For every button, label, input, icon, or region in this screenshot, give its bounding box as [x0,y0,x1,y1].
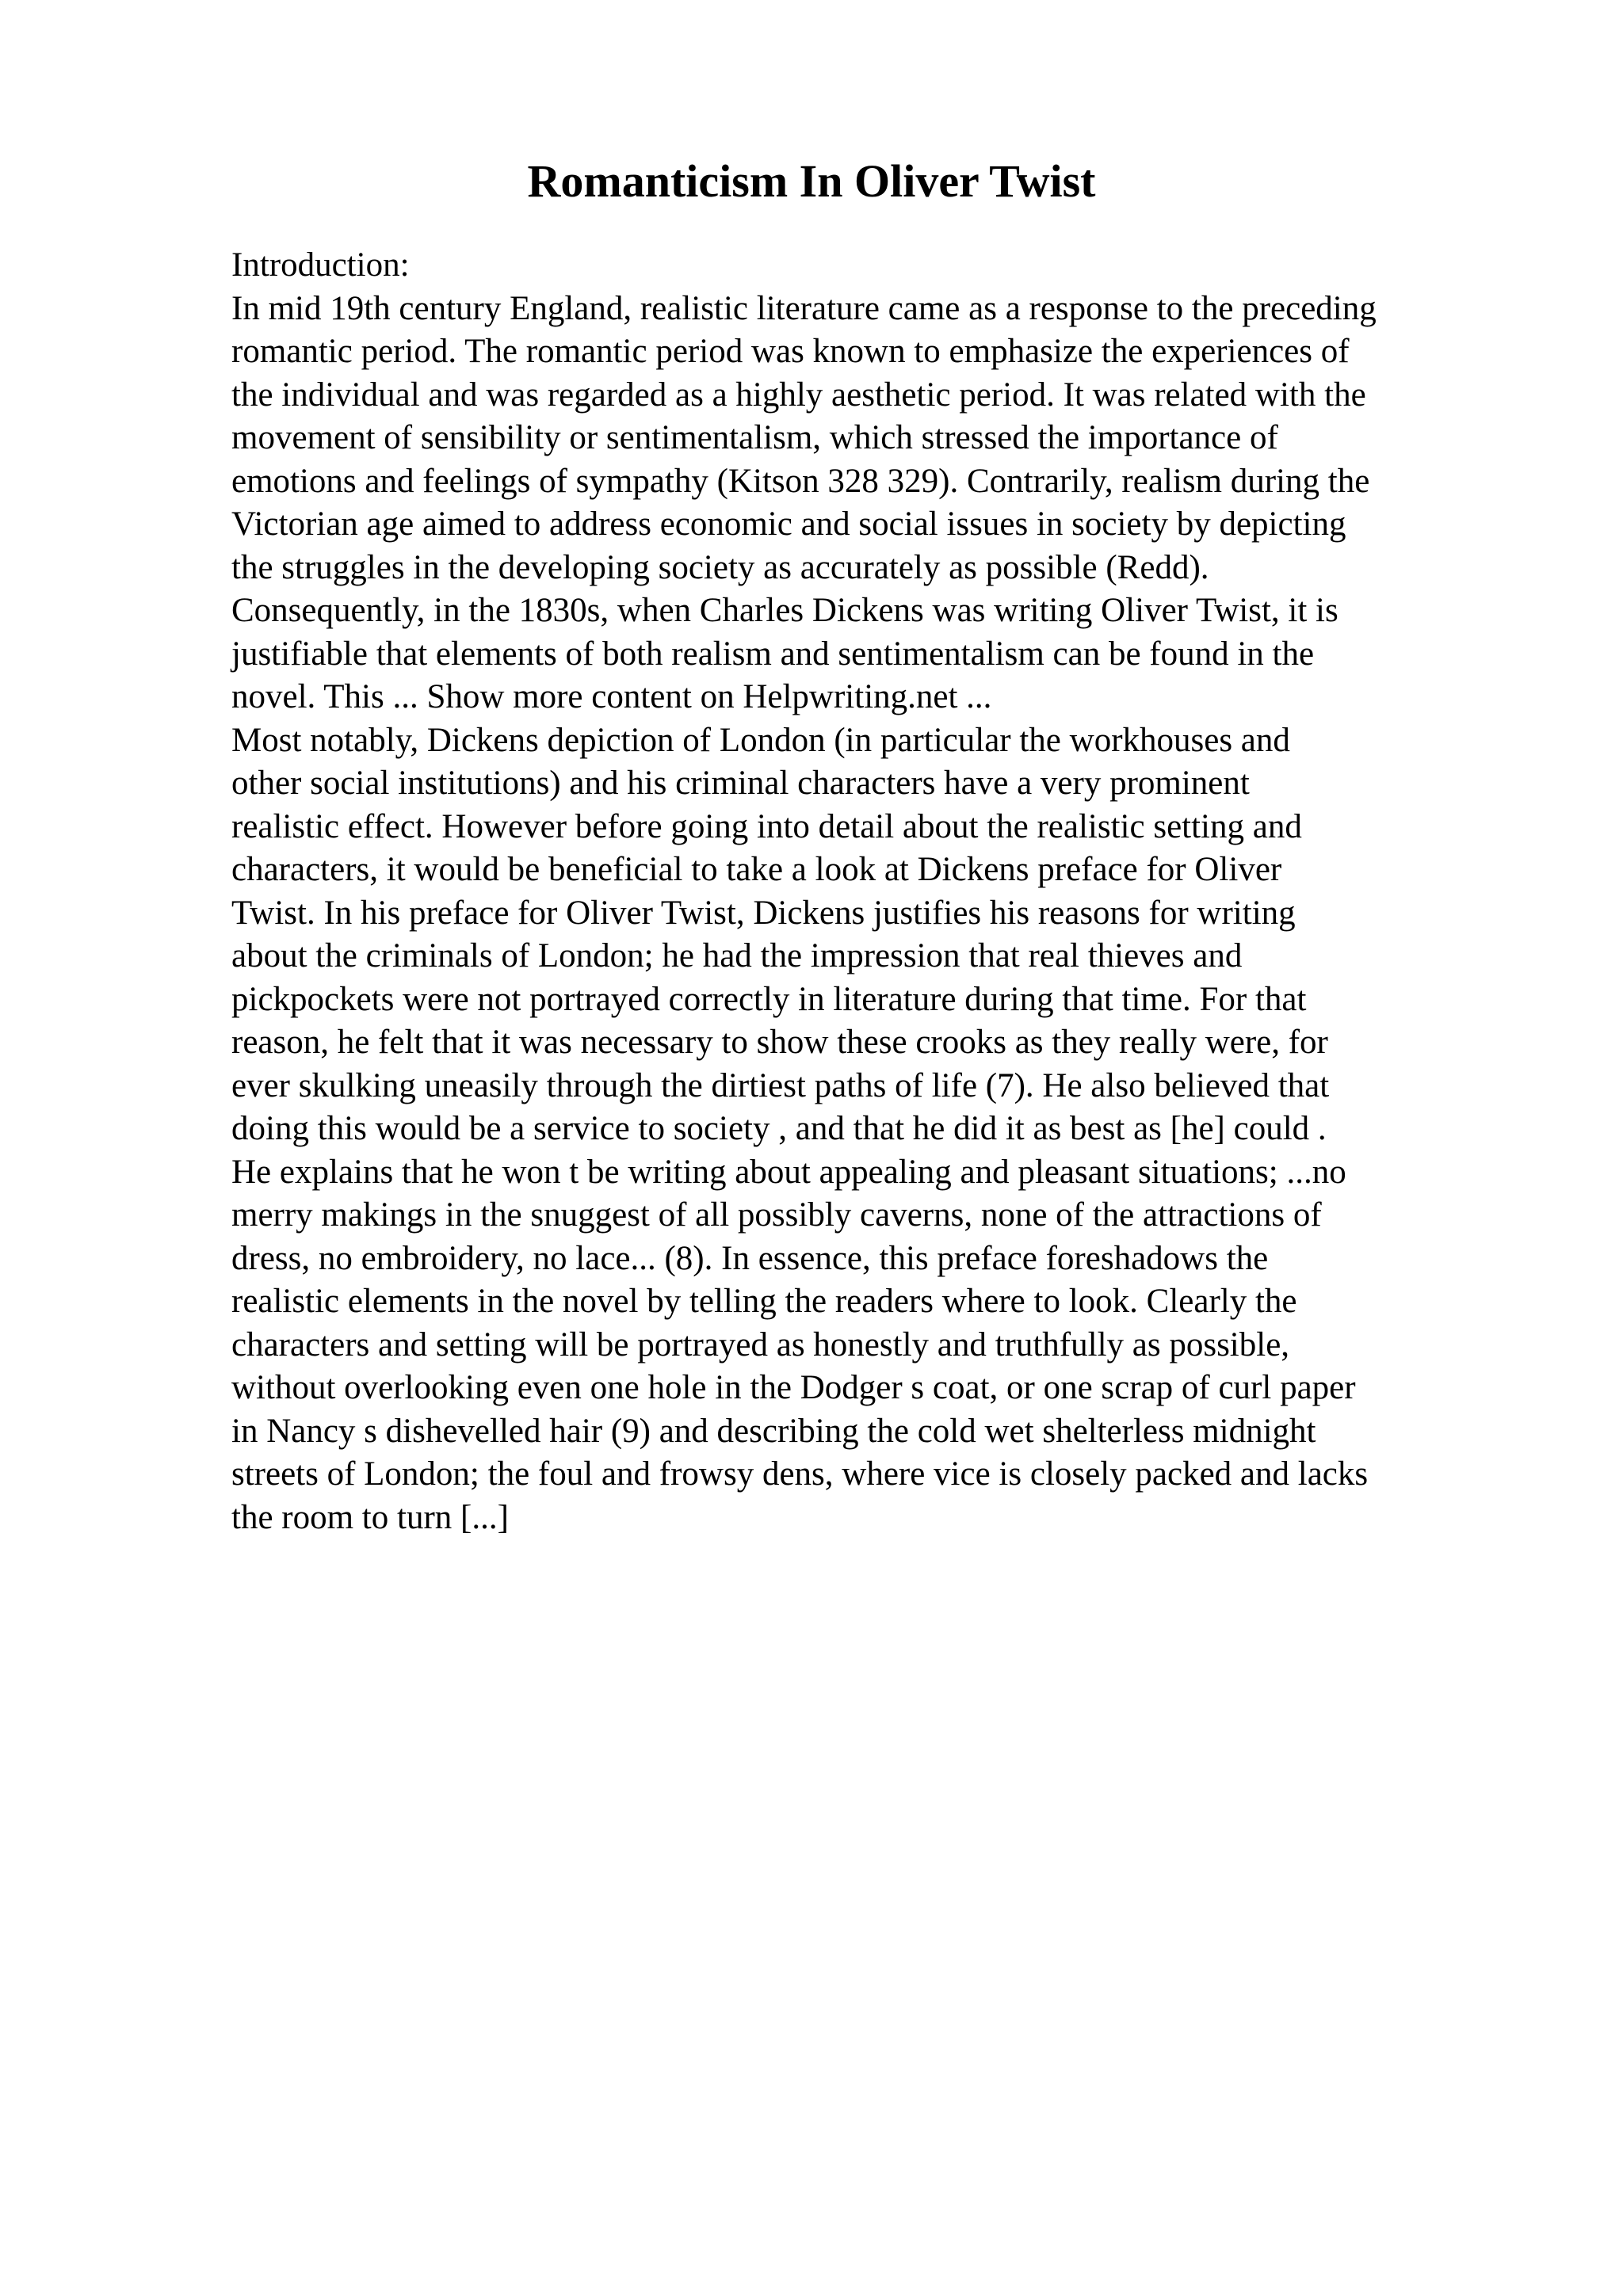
text-line: realistic effect. However before going into detail about the realistic setting and [231,807,1302,845]
text-line: novel. This ... Show more content on Helpwriting.net ... [231,678,992,715]
text-line: In mid 19th century England, realistic literature came as a response to the preceding [231,289,1377,327]
text-line: merry makings in the snuggest of all possibly caverns, none of the attractions of [231,1196,1322,1234]
text-line: characters, it would be beneficial to take a look at Dickens preface for Oliver [231,851,1282,888]
text-line: Consequently, in the 1830s, when Charles Dickens was writing Oliver Twist, it is [231,592,1338,629]
text-line: movement of sensibility or sentimentalism, which stressed the importance of [231,419,1278,456]
text-line: He explains that he won t be writing about appealing and pleasant situations; ...no [231,1153,1346,1191]
text-line: romantic period. The romantic period was known to emphasize the experiences of [231,333,1350,370]
text-line: emotions and feelings of sympathy (Kitson 328 329). Contrarily, realism during the [231,462,1370,500]
text-line: the struggles in the developing society as accurately as possible (Redd). [231,548,1209,586]
text-line: ever skulking uneasily through the dirtiest paths of life (7). He also believed that [231,1066,1330,1104]
text-line: Twist. In his preface for Oliver Twist, Dickens justifies his reasons for writing [231,894,1296,932]
text-line: doing this would be a service to society , and that he did it as best as [he] could . [231,1110,1327,1147]
text-line: streets of London; the foul and frowsy dens, where vice is closely packed and lacks [231,1455,1369,1493]
text-line: without overlooking even one hole in the Dodger s coat, or one scrap of curl paper [231,1369,1356,1406]
text-line: reason, he felt that it was necessary to show these crooks as they really were, for [231,1024,1328,1061]
text-line: in Nancy s dishevelled hair (9) and describing the cold wet shelterless midnight [231,1412,1316,1450]
text-line: characters and setting will be portrayed as honestly and truthfully as possible, [231,1325,1290,1363]
text-line: the individual and was regarded as a highly aesthetic period. It was related with the [231,376,1366,414]
text-line: Victorian age aimed to address economic and social issues in society by depicting [231,505,1346,543]
text-line: justifiable that elements of both realism and sentimentalism can be found in the [231,635,1315,673]
text-line: Most notably, Dickens depiction of London (in particular the workhouses and [231,721,1290,759]
document-title: Romanticism In Oliver Twist [527,155,1096,207]
text-line: about the criminals of London; he had the impression that real thieves and [231,937,1243,974]
text-line: dress, no embroidery, no lace... (8). In essence, this preface foreshadows the [231,1239,1269,1277]
text-line: the room to turn [...] [231,1498,509,1536]
document-body [231,244,1499,1539]
text-line: Introduction: [231,246,410,284]
text-line: pickpockets were not portrayed correctly in literature during that time. For that [231,980,1307,1018]
text-line: realistic elements in the novel by telling the readers where to look. Clearly the [231,1283,1297,1320]
text-line: other social institutions) and his criminal characters have a very prominent [231,765,1250,802]
